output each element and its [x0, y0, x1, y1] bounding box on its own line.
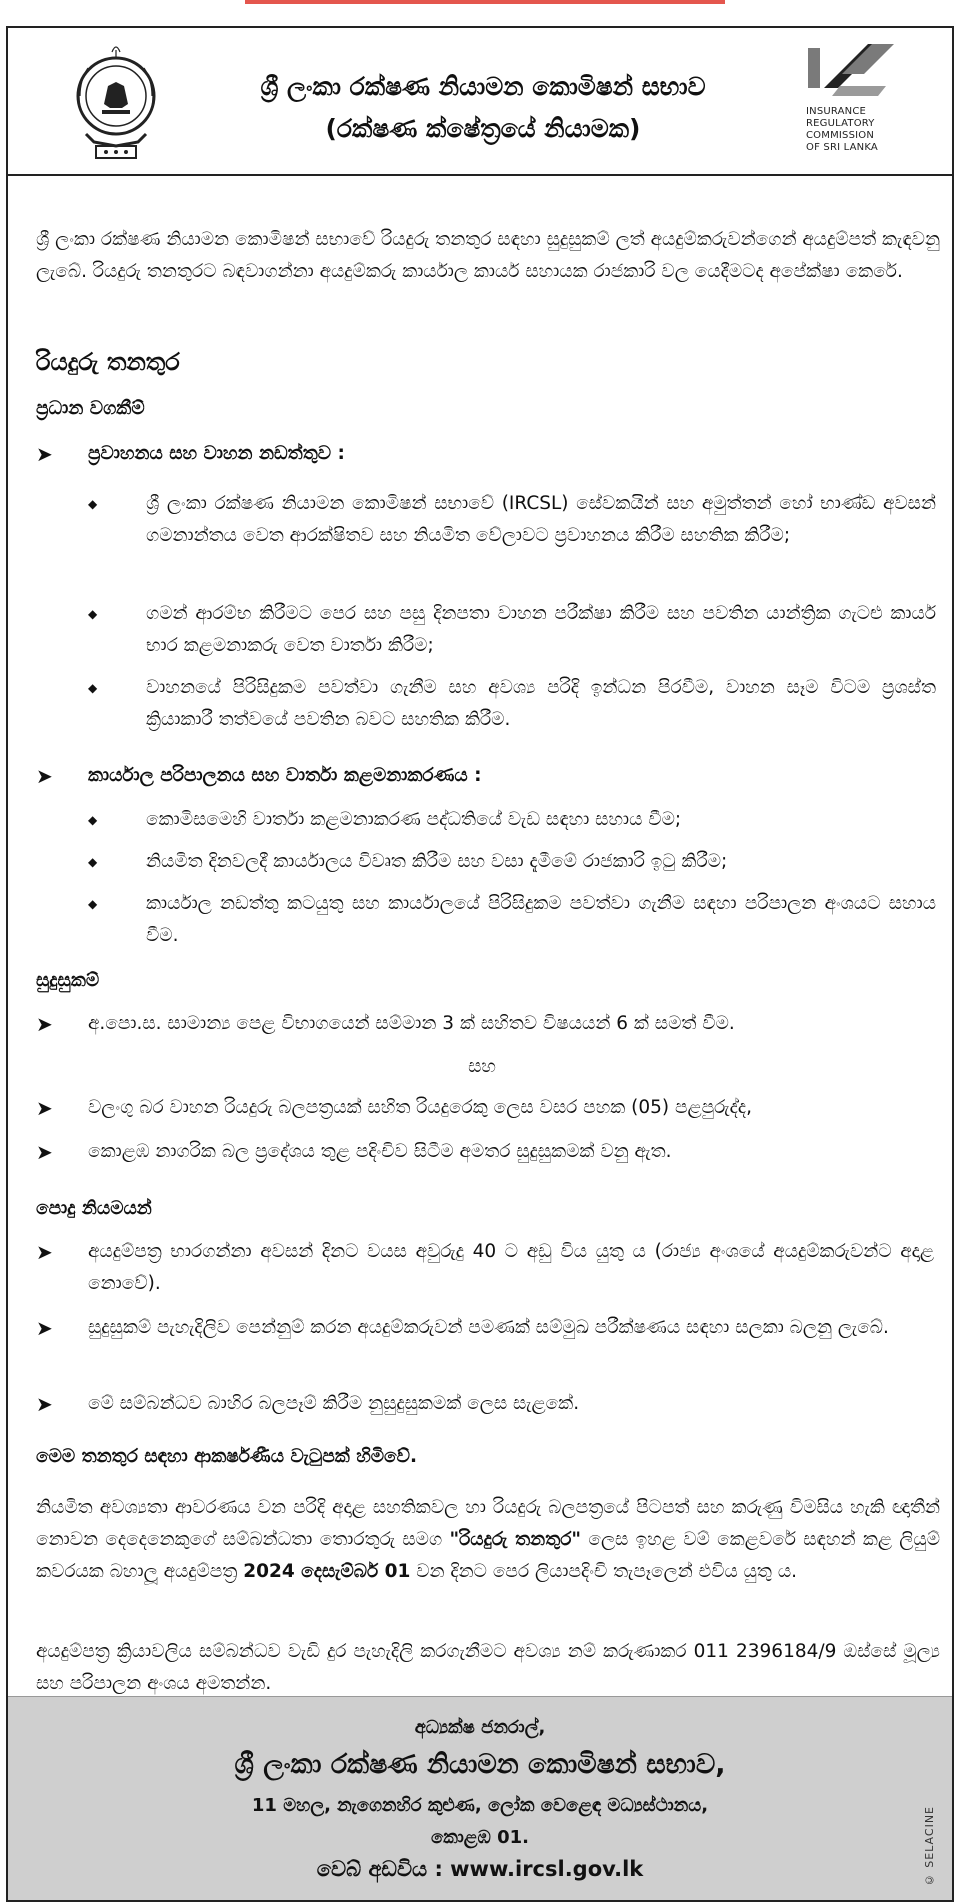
footer-designation: අධ්‍යක්ෂ ජනරාල්,: [414, 1717, 546, 1738]
arrow-icon: ➤: [36, 764, 53, 788]
arrow-icon: ➤: [36, 1140, 53, 1164]
post-title: රියදුරු තනතුර: [36, 348, 180, 376]
ircsl-logo-text: [806, 106, 926, 154]
arrow-icon: ➤: [36, 442, 53, 466]
logo-text-line1: INSURANCE: [806, 106, 867, 117]
arrow-icon: ➤: [36, 1012, 53, 1036]
arrow-icon: ➤: [36, 1240, 53, 1264]
footer-organization: ශ්‍රී ලංකා රක්ෂණ නියාමන කොමිෂන් සභාව,: [234, 1749, 726, 1780]
footer-website: වෙබ් අඩවිය : www.ircsl.gov.lk: [316, 1857, 644, 1881]
application-instructions: නියමිත අවශ්‍යතා ආවරණය වන පරිදි අදාළ සහතිකවල හා රියදුරු බලපත්‍රයේ පිටපත් සහ කරුණු විමසිය හැකි ඥාතීන් නොවන දෙදෙනෙකුගේ සම්බන්ධතා තොරතුරු සමග "රියදුරු තනතුර" ලෙස ඉහළ වම් කෙළවරේ සඳහන් කළ ලියුම් කවරයක බහාලූ අයදුම්පත්‍ර 2024 දෙසැම්බර් 01 වන දිනට පෙර ලියාපදිංචි තැපෑලෙන් එවිය යුතු ය.: [36, 1497, 940, 1582]
bullet-icon: ◆: [88, 607, 98, 621]
logo-text-line4: OF SRI LANKA: [806, 142, 878, 153]
contact-paragraph: අයදුම්පත්‍ර ක්‍රියාවලිය සම්බන්ධව වැඩි දුර පැහැදිලි කරගැනීමට අවශ්‍ය නම් කරුණාකර 011 2396184/9 ඔස්සේ මූල්‍ය සහ පරිපාලන අංශය අමතන්න.: [36, 1641, 940, 1694]
bullet-icon: ◆: [88, 897, 98, 911]
top-accent-bar: [245, 0, 725, 4]
deadline: 2024 දෙසැම්බර් 01: [243, 1561, 411, 1582]
duties-heading: ප්‍රධාන වගකීම්: [36, 398, 145, 419]
header: [8, 28, 952, 176]
advertisement-page: ශ්‍රී ලංකා රක්ෂණ නියාමන කොමිෂන් සභාව (රක්ෂණ ක්ෂේත්‍රයේ නියාමක) INSURANCE REGULATORY COMMISSION OF SRI LANKA ශ්‍රී ලංකා රක්ෂණ නියාමන කොමිෂන් සභාවේ රියදුරු තනතුර සඳහා සුදුසුකම් ලත් අයදුම්කරුවන්ගෙන් අයදුම්පත් කැඳවනු ලැබේ. රියදුරු තනතුරට බඳවාගන්නා අයදුම්කරු කාර්යාල කාර්ය සහායක රාජකාරි වල යෙදීමටද අපේක්ෂා කෙරේ. රියදුරු තනතුර ප්‍රධාන වගකීම් ➤ ප්‍රවාහනය සහ වාහන නඩත්තුව : ◆ ශ්‍රී ලංකා රක්ෂණ නියාමන කොමිෂන් සභාවේ (IRCSL) සේවකයින් සහ අමුත්තන් හෝ භාණ්ඩ අවසන් ගමනාන්තය වෙත ආරක්ෂිතව සහ නියමිත වේලාවට ප්‍රවාහනය කිරීම සහතික කිරීම; ◆ ගමන් ආරම්භ කිරීමට පෙර සහ පසු දිනපතා වාහන පරීක්ෂා කිරීම සහ පවතින යාන්ත්‍රික ගැටළු කාර්ය භාර කළමනාකරු වෙත වාර්තා කිරීම; ◆ වාහනයේ පිරිසිදුකම පවත්වා ගැනීම සහ අවශ්‍ය පරිදි ඉන්ධන පිරවීම, වාහන සෑම විටම ප්‍රශස්ත ක්‍රියාකාරී තත්වයේ පවතින බවට සහතික කිරීම. ➤ කාර්යාල පරිපාලනය සහ වාර්තා කළමනාකරණය : ◆ කොමිසමෙහි වාර්තා කළමනාකරණ පද්ධතියේ වැඩ සඳහා සහාය වීම; ◆ නියමිත දිනවලදී කාර්යාලය විවෘත කිරීම සහ වසා දැමීමේ රාජකාරි ඉටු කිරීම; ◆ කාර්යාල නඩත්තු කටයුතු සහ කාර්යාලයේ පිරිසිදුකම පවත්වා ගැනීම සඳහා පරිපාලන අංශයට සහාය වීම. සුදුසුකම් ➤ අ.පො.ස. සාමාන්‍ය පෙළ විභාගයෙන් සම්මාන 3 ක් සහිතව විෂයයන් 6 ක් සමත් වීම. සහ ➤ වලංගු බර වාහන රියදුරු බලපත්‍රයක් සහිත රියදුරෙකු ලෙස වසර පහක (05) පළපුරුද්ද, ➤ කොළඹ නාගරික බල ප්‍රදේශය තුළ පදිංචිව සිටීම අමතර සුදුසුකමක් වනු ඇත. පොදු නියමයන් ➤ අයදුම්පත්‍ර භාරගන්නා අවසන් දිනට වයස අවුරුදු 40 ට අඩු විය යුතු ය (රාජ්‍ය අංශයේ අයදුම්කරුවන්ට අදාළ නොවේ). ➤ සුදුසුකම් පැහැදිලිව පෙන්නුම් කරන අයදුම්කරුවන් පමණක් සම්මුඛ පරීක්ෂණය සඳහා සලකා බලනු ලැබේ. ➤ මේ සම්බන්ධව බාහිර බලපෑම් කිරීම නුසුදුසුකමක් ලෙස සැළකේ. මෙම තනතුර සඳහා ආකර්ෂණීය වැටුපක් හිමිවේ. නියමිත අවශ්‍යතා ආවරණය වන පරිදි අදාළ සහතිකවල හා රියදුරු බලපත්‍රයේ පිටපත් සහ කරුණු විමසිය හැකි ඥාතීන් නොවන දෙදෙනෙකුගේ සම්බන්ධතා තොරතුරු සමග "රියදුරු තනතුර" ලෙස ඉහළ වම් කෙළවරේ සඳහන් කළ ලියුම් කවරයක බහාලූ අයදුම්පත්‍ර 2024 දෙසැම්බර් 01 වන දිනට පෙර ලියාපදිංචි තැපෑලෙන් එවිය යුතු ය. අයදුම්පත්‍ර ක්‍රියාවලිය සම්බන්ධව වැඩි දුර පැහැදිලි කරගැනීමට අවශ්‍ය නම් කරුණාකර 011 2396184/9 ඔස්සේ මූල්‍ය සහ පරිපාලන අංශය අමතන්න. අධ්‍යක්ෂ ජනරාල්, ශ්‍රී ලංකා රක්ෂණ නියාමන කොමිෂන් සභාව, 11 මහල, නැගෙනහිර කුළුණ, ලෝක වෙළෙඳ මධ්‍යස්ථානය, කොළඹ 01. වෙබ් අඩවිය : www.ircsl.gov.lk © SELACINE: [6, 26, 954, 1902]
organization-title-line1: ශ්‍රී ලංකා රක්ෂණ නියාමන කොමිෂන් සභාව: [260, 72, 706, 101]
footer: [8, 1696, 952, 1900]
bullet-icon: ◆: [88, 681, 98, 695]
salary-note: මෙම තනතුර සඳහා ආකර්ෂණීය වැටුපක් හිමිවේ.: [36, 1446, 417, 1467]
organization-title: [178, 66, 788, 150]
arrow-icon: ➤: [36, 1316, 53, 1340]
post-quote: "රියදුරු තනතුර": [449, 1529, 582, 1550]
bullet-icon: ◆: [88, 497, 98, 511]
general-conditions-heading: පොදු නියමයන්: [36, 1198, 152, 1219]
section-title: කාර්යාල පරිපාලනය සහ වාර්තා කළමනාකරණය :: [88, 765, 482, 786]
organization-title-line2: (රක්ෂණ ක්ෂේත්‍රයේ නියාමක): [325, 114, 641, 143]
arrow-icon: ➤: [36, 1096, 53, 1120]
arrow-icon: ➤: [36, 1392, 53, 1416]
bullet-icon: ◆: [88, 855, 98, 869]
watermark: © SELACINE: [923, 1805, 936, 1886]
qualifications-heading: සුදුසුකම්: [36, 970, 100, 991]
bullet-icon: ◆: [88, 813, 98, 827]
footer-address-line1: 11 මහල, නැගෙනහිර කුළුණ, ලෝක වෙළෙඳ මධ්‍යස්ථානය,: [251, 1795, 709, 1816]
intro-paragraph: ශ්‍රී ලංකා රක්ෂණ නියාමන කොමිෂන් සභාවේ රියදුරු තනතුර සඳහා සුදුසුකම් ලත් අයදුම්කරුවන්ගෙන් අයදුම්පත් කැඳවනු ලැබේ. රියදුරු තනතුරට බඳවාගන්නා අයදුම්කරු කාර්යාල කාර්ය සහායක රාජකාරි වල යෙදීමටද අපේක්ෂා කෙරේ.: [36, 229, 940, 282]
sri-lanka-emblem-icon: [66, 38, 166, 164]
and-connector: සහ: [468, 1056, 496, 1077]
logo-text-line3: COMMISSION: [806, 130, 875, 141]
footer-address-line2: කොළඹ 01.: [430, 1827, 530, 1848]
section-title: ප්‍රවාහනය සහ වාහන නඩත්තුව :: [88, 443, 345, 464]
logo-text-line2: REGULATORY: [806, 118, 875, 129]
